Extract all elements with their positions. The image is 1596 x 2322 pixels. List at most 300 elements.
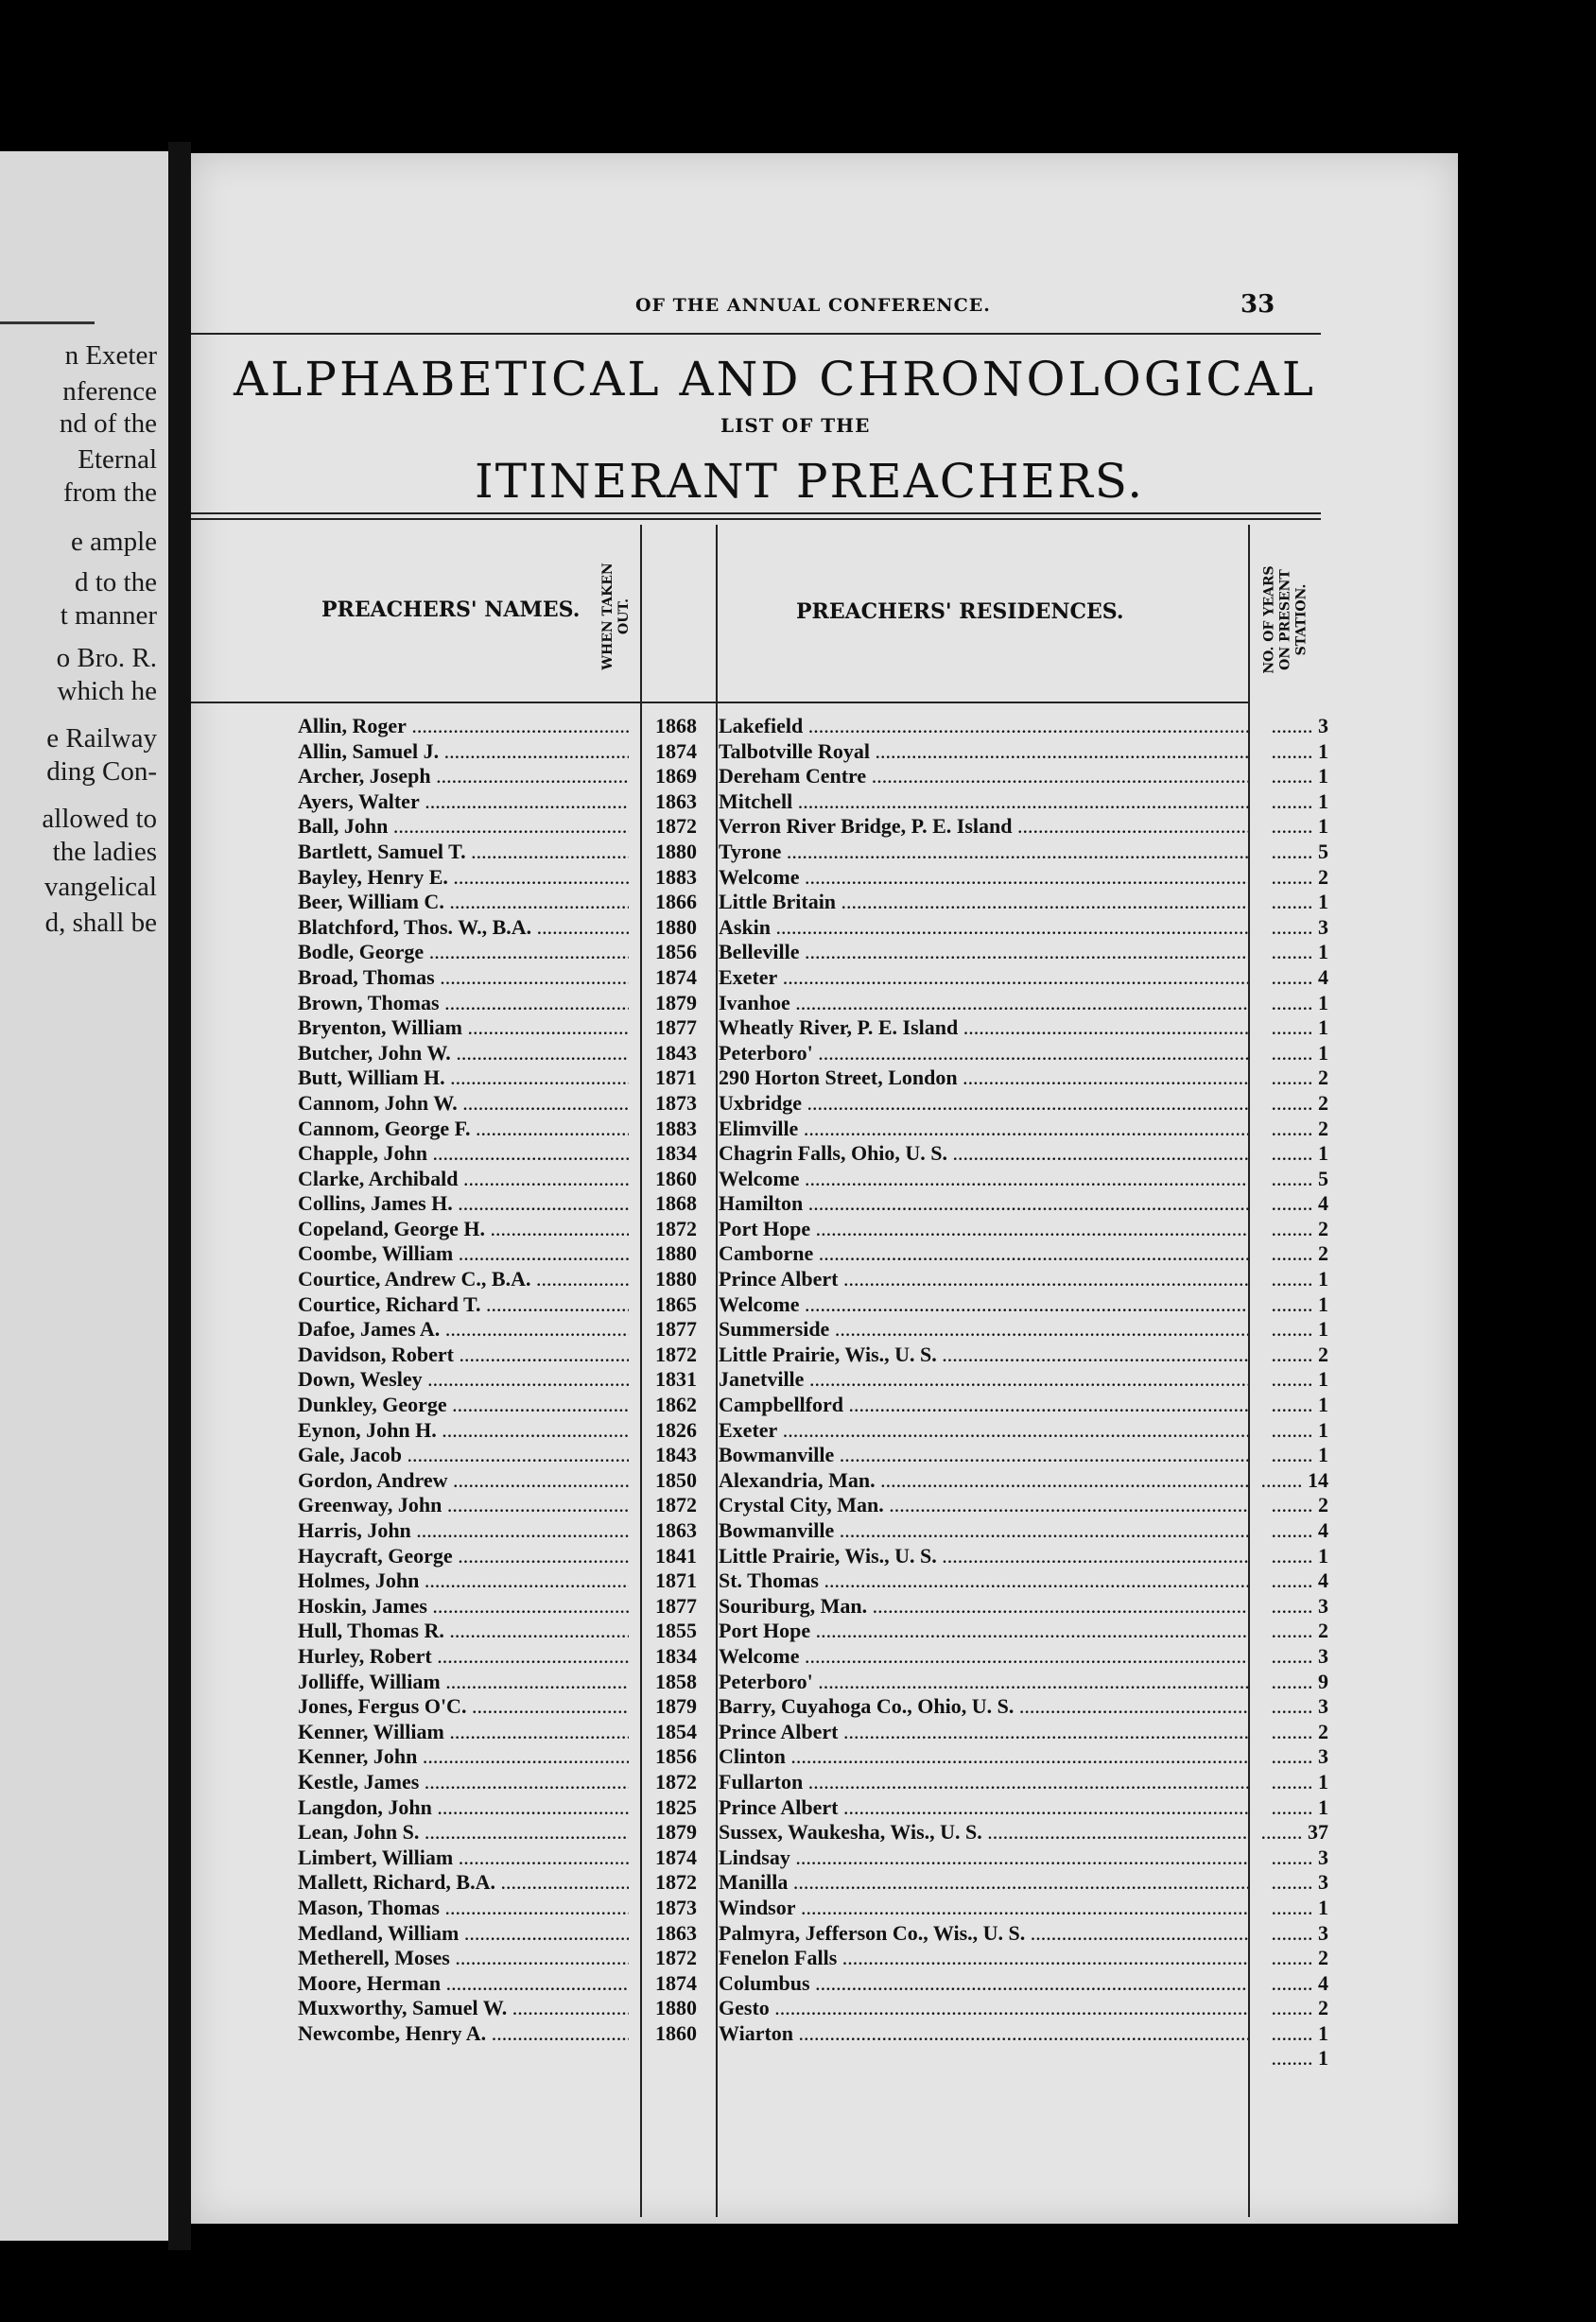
residence: Prince Albert ..... xyxy=(719,1795,1248,1821)
years-on-station: ..... 2 xyxy=(1243,1996,1328,2021)
table-row xyxy=(298,1091,1338,1117)
years-on-station: ..... 2 xyxy=(1243,1217,1328,1242)
table-row xyxy=(298,1870,1338,1896)
preacher-name: Butcher, John W. ..... xyxy=(298,1041,629,1066)
years-on-station: ..... 1 xyxy=(1243,1267,1328,1292)
preacher-name: Down, Wesley ..... xyxy=(298,1367,629,1393)
years-on-station: ..... 2 xyxy=(1243,1091,1328,1117)
table-row xyxy=(298,1670,1338,1695)
residence: Fenelon Falls ..... xyxy=(719,1946,1248,1971)
years-on-station: ..... 3 xyxy=(1243,714,1328,739)
years-on-station: ..... 4 xyxy=(1243,1518,1328,1544)
years-on-station: ..... 1 xyxy=(1243,764,1328,789)
year-taken-out: 1880 xyxy=(655,839,697,863)
left-page-text-fragment: e Railway xyxy=(46,723,157,754)
residence: Welcome ..... xyxy=(719,865,1248,891)
years-on-station: ..... 3 xyxy=(1243,1694,1328,1720)
table-row xyxy=(298,789,1338,815)
year-taken-out: 1880 xyxy=(655,1241,697,1266)
preacher-name: Mason, Thomas ..... xyxy=(298,1896,629,1921)
table-row xyxy=(298,1946,1338,1971)
title-line-3: ITINERANT PREACHERS. xyxy=(475,454,1145,509)
year-taken-out: 1872 xyxy=(655,814,697,839)
year-taken-out: 1874 xyxy=(655,964,697,989)
year-taken-out: 1834 xyxy=(655,1141,697,1166)
left-page-text-fragment: vangelical xyxy=(43,872,157,902)
year-taken-out: 1841 xyxy=(655,1543,697,1568)
residence: Lakefield ..... xyxy=(719,714,1248,739)
header-rule-top-2 xyxy=(191,518,1321,520)
year-taken-out: 1825 xyxy=(655,1794,697,1819)
table-row xyxy=(298,1795,1338,1821)
preacher-name: Bryenton, William ..... xyxy=(298,1015,629,1041)
header-rule-bottom xyxy=(191,702,1248,703)
residence: Port Hope ..... xyxy=(719,1217,1248,1242)
table-row xyxy=(298,814,1338,840)
years-on-station: ..... 1 xyxy=(1243,1317,1328,1343)
residence: Palmyra, Jefferson Co., Wis., U. S. ..... xyxy=(719,1921,1248,1947)
years-on-station: ..... 3 xyxy=(1243,1845,1328,1871)
table-row xyxy=(298,1217,1338,1242)
year-taken-out: 1880 xyxy=(655,1996,697,2020)
table-row xyxy=(298,1820,1338,1845)
year-taken-out: 1843 xyxy=(655,1040,697,1065)
year-taken-out: 1883 xyxy=(655,1116,697,1140)
year-taken-out: 1858 xyxy=(655,1669,697,1693)
residence: Askin ..... xyxy=(719,915,1248,941)
residence: Clinton ..... xyxy=(719,1744,1248,1770)
table-row-trailing xyxy=(298,2046,1338,2071)
residence: Exeter ..... xyxy=(719,965,1248,991)
residence: Windsor ..... xyxy=(719,1896,1248,1921)
residence: Exeter ..... xyxy=(719,1418,1248,1444)
year-taken-out: 1872 xyxy=(655,1216,697,1240)
column-header-residences: PREACHERS' RESIDENCES. xyxy=(796,599,1124,624)
left-page-text-fragment: which he xyxy=(57,676,157,706)
preacher-name: Blatchford, Thos. W., B.A. ..... xyxy=(298,915,629,941)
year-taken-out: 1872 xyxy=(655,1946,697,1970)
years-on-station: ..... 1 xyxy=(1243,940,1328,965)
year-taken-out: 1863 xyxy=(655,1518,697,1542)
years-on-station: ..... 1 xyxy=(1243,1770,1328,1795)
years-on-station: ..... 1 xyxy=(1243,1795,1328,1821)
table-row xyxy=(298,1241,1338,1267)
preacher-name: Newcombe, Henry A. ..... xyxy=(298,2021,629,2047)
year-taken-out: 1872 xyxy=(655,1493,697,1517)
years-on-station: ..... 3 xyxy=(1243,1921,1328,1947)
left-page-text-fragment: d, shall be xyxy=(44,908,157,938)
preacher-name: Dunkley, George ..... xyxy=(298,1393,629,1418)
residence: Welcome ..... xyxy=(719,1292,1248,1318)
preacher-name: Kenner, William ..... xyxy=(298,1720,629,1745)
year-taken-out: 1863 xyxy=(655,1920,697,1945)
year-taken-out: 1880 xyxy=(655,914,697,939)
table-row xyxy=(298,1996,1338,2021)
year-taken-out: 1860 xyxy=(655,1166,697,1190)
residence: Fullarton ..... xyxy=(719,1770,1248,1795)
running-head: OF THE ANNUAL CONFERENCE. xyxy=(635,295,991,316)
preacher-name: Copeland, George H. ..... xyxy=(298,1217,629,1242)
table-row xyxy=(298,1191,1338,1217)
residence: Camborne ..... xyxy=(719,1241,1248,1267)
years-on-station: ..... 2 xyxy=(1243,1619,1328,1644)
preacher-name: Dafoe, James A. ..... xyxy=(298,1317,629,1343)
preacher-name: Bayley, Henry E. ..... xyxy=(298,865,629,891)
year-taken-out: 1874 xyxy=(655,1845,697,1869)
year-taken-out: 1855 xyxy=(655,1619,697,1643)
residence: Campbellford ..... xyxy=(719,1393,1248,1418)
table-row xyxy=(298,1015,1338,1041)
years-on-station: ..... 4 xyxy=(1243,1568,1328,1594)
preacher-name: Beer, William C. ..... xyxy=(298,890,629,915)
residence: Prince Albert ..... xyxy=(719,1267,1248,1292)
table-row xyxy=(298,1594,1338,1620)
residence: Janetville ..... xyxy=(719,1367,1248,1393)
year-taken-out: 1834 xyxy=(655,1643,697,1668)
table-row xyxy=(298,1845,1338,1871)
table-row xyxy=(298,1896,1338,1921)
residence: Columbus ..... xyxy=(719,1971,1248,1997)
preacher-name: Hull, Thomas R. ..... xyxy=(298,1619,629,1644)
residence: Port Hope ..... xyxy=(719,1619,1248,1644)
year-taken-out: 1862 xyxy=(655,1393,697,1417)
preacher-name: Collins, James H. ..... xyxy=(298,1191,629,1217)
years-on-station: ..... 2 xyxy=(1243,1343,1328,1368)
year-taken-out: 1877 xyxy=(655,1317,697,1342)
residence: Lindsay ..... xyxy=(719,1845,1248,1871)
table-row xyxy=(298,1744,1338,1770)
years-on-station: ..... 2 xyxy=(1243,1117,1328,1142)
years-on-station: ..... 1 xyxy=(1243,1367,1328,1393)
preacher-name: Harris, John ..... xyxy=(298,1518,629,1544)
years-on-station: ..... 5 xyxy=(1243,840,1328,865)
preacher-name: Allin, Roger ..... xyxy=(298,714,629,739)
left-page-text-fragment: nd of the xyxy=(59,408,157,439)
left-page-text-fragment: n Exeter xyxy=(64,340,157,371)
table-row xyxy=(298,1443,1338,1468)
preacher-name: Hoskin, James ..... xyxy=(298,1594,629,1620)
year-taken-out: 1856 xyxy=(655,1744,697,1769)
table-row xyxy=(298,1167,1338,1192)
year-taken-out: 1879 xyxy=(655,990,697,1014)
left-page-text-fragment: o Bro. R. xyxy=(56,643,157,673)
preacher-name: Lean, John S. ..... xyxy=(298,1820,629,1845)
year-taken-out: 1850 xyxy=(655,1467,697,1492)
years-on-station: ..... 1 xyxy=(1243,1443,1328,1468)
years-on-station: ..... 5 xyxy=(1243,1167,1328,1192)
residence: Barry, Cuyahoga Co., Ohio, U. S. ..... xyxy=(719,1694,1248,1720)
preacher-name: Kenner, John ..... xyxy=(298,1744,629,1770)
preacher-name: Courtice, Richard T. ..... xyxy=(298,1292,629,1318)
year-taken-out: 1874 xyxy=(655,1970,697,1995)
preacher-name: Haycraft, George ..... xyxy=(298,1544,629,1569)
preacher-name: Moore, Herman ..... xyxy=(298,1971,629,1997)
preacher-name: Courtice, Andrew C., B.A. ..... xyxy=(298,1267,629,1292)
residence: Talbotville Royal ..... xyxy=(719,739,1248,765)
year-taken-out: 1854 xyxy=(655,1719,697,1743)
table-row xyxy=(298,1267,1338,1292)
years-on-station: ..... 3 xyxy=(1243,915,1328,941)
year-taken-out: 1879 xyxy=(655,1820,697,1845)
years-on-station: ..... 1 xyxy=(1243,1141,1328,1167)
residence: Dereham Centre ..... xyxy=(719,764,1248,789)
preacher-name: Limbert, William ..... xyxy=(298,1845,629,1871)
residence: Bowmanville ..... xyxy=(719,1443,1248,1468)
table-row xyxy=(298,940,1338,965)
year-taken-out: 1868 xyxy=(655,714,697,737)
years-on-station: ..... 1 xyxy=(1243,1544,1328,1569)
years-on-station: ..... 3 xyxy=(1243,1870,1328,1896)
years-on-station: ..... 1 xyxy=(1243,1393,1328,1418)
table-row xyxy=(298,1343,1338,1368)
year-taken-out: 1883 xyxy=(655,864,697,889)
year-taken-out: 1856 xyxy=(655,940,697,964)
left-page-text-fragment: nference xyxy=(62,376,157,407)
residence: Peterboro' ..... xyxy=(719,1041,1248,1066)
year-taken-out: 1877 xyxy=(655,1015,697,1040)
preacher-name: Gordon, Andrew ..... xyxy=(298,1468,629,1494)
table-row xyxy=(298,739,1338,765)
preacher-name: Cannom, John W. ..... xyxy=(298,1091,629,1117)
table-row xyxy=(298,1292,1338,1318)
years-on-station: ..... 1 xyxy=(1243,1041,1328,1066)
preacher-name: Kestle, James ..... xyxy=(298,1770,629,1795)
years-on-station: ..... 2 xyxy=(1243,1720,1328,1745)
year-taken-out: 1869 xyxy=(655,764,697,788)
table-row xyxy=(298,1066,1338,1091)
left-page-text-fragment: allowed to xyxy=(42,804,157,834)
years-on-station: ..... 37 xyxy=(1243,1820,1328,1845)
year-taken-out: 1873 xyxy=(655,1090,697,1115)
preacher-name: Bartlett, Samuel T. ..... xyxy=(298,840,629,865)
preachers-table xyxy=(298,714,1338,2071)
residence: Ivanhoe ..... xyxy=(719,991,1248,1016)
residence: Little Prairie, Wis., U. S. ..... xyxy=(719,1544,1248,1569)
table-row xyxy=(298,965,1338,991)
residence: Chagrin Falls, Ohio, U. S. ..... xyxy=(719,1141,1248,1167)
year-taken-out: 1879 xyxy=(655,1694,697,1719)
table-row xyxy=(298,1971,1338,1997)
table-row xyxy=(298,1544,1338,1569)
preacher-name: Cannom, George F. ..... xyxy=(298,1117,629,1142)
residence: Prince Albert ..... xyxy=(719,1720,1248,1745)
left-page-text-fragment: the ladies xyxy=(52,837,157,867)
preacher-name: Archer, Joseph ..... xyxy=(298,764,629,789)
preacher-name: Metherell, Moses ..... xyxy=(298,1946,629,1971)
preacher-name: Jolliffe, William ..... xyxy=(298,1670,629,1695)
years-on-station: ..... 3 xyxy=(1243,1744,1328,1770)
years-on-station: ..... 2 xyxy=(1243,865,1328,891)
year-taken-out: 1843 xyxy=(655,1443,697,1467)
years-on-station: ..... 1 xyxy=(1243,789,1328,815)
table-row xyxy=(298,1720,1338,1745)
years-on-station: ..... 4 xyxy=(1243,965,1328,991)
table-row xyxy=(298,714,1338,739)
years-on-station: ..... 1 xyxy=(1243,1292,1328,1318)
year-taken-out: 1872 xyxy=(655,1342,697,1366)
preacher-name: Allin, Samuel J. ..... xyxy=(298,739,629,765)
table-row xyxy=(298,991,1338,1016)
year-taken-out: 1831 xyxy=(655,1367,697,1392)
residence: Uxbridge ..... xyxy=(719,1091,1248,1117)
preacher-name: Clarke, Archibald ..... xyxy=(298,1167,629,1192)
residence: Belleville ..... xyxy=(719,940,1248,965)
table-row xyxy=(298,1418,1338,1444)
year-taken-out: 1877 xyxy=(655,1593,697,1618)
year-taken-out: 1874 xyxy=(655,738,697,763)
left-page-fragment xyxy=(0,151,171,2241)
preacher-name: Chapple, John ..... xyxy=(298,1141,629,1167)
preacher-name: Bodle, George ..... xyxy=(298,940,629,965)
table-row xyxy=(298,764,1338,789)
left-page-rule xyxy=(0,321,95,324)
title-line-1: ALPHABETICAL AND CHRONOLOGICAL xyxy=(233,352,1316,407)
residence: Elimville ..... xyxy=(719,1117,1248,1142)
header-rule-top xyxy=(191,512,1321,514)
table-row xyxy=(298,915,1338,941)
left-page-text-fragment: Eternal xyxy=(78,444,157,475)
preacher-name: Broad, Thomas ..... xyxy=(298,965,629,991)
preacher-name: Hurley, Robert ..... xyxy=(298,1644,629,1670)
residence: Mitchell ..... xyxy=(719,789,1248,815)
preacher-name: Gale, Jacob ..... xyxy=(298,1443,629,1468)
left-page-text-fragment: e ample xyxy=(71,527,157,557)
years-on-station: ..... 1 xyxy=(1243,1418,1328,1444)
table-row xyxy=(298,1770,1338,1795)
year-taken-out: 1868 xyxy=(655,1191,697,1216)
residence: Sussex, Waukesha, Wis., U. S. ..... xyxy=(719,1820,1248,1845)
preacher-name: Muxworthy, Samuel W. ..... xyxy=(298,1996,629,2021)
residence: Crystal City, Man. ..... xyxy=(719,1493,1248,1518)
years-on-station: ..... 4 xyxy=(1243,1191,1328,1217)
year-taken-out: 1871 xyxy=(655,1568,697,1593)
table-row xyxy=(298,1317,1338,1343)
years-on-station: ..... 2 xyxy=(1243,1066,1328,1091)
table-row xyxy=(298,1141,1338,1167)
residence: 290 Horton Street, London ..... xyxy=(719,1066,1248,1091)
table-row xyxy=(298,1568,1338,1594)
table-row xyxy=(298,1367,1338,1393)
residence: Peterboro' ..... xyxy=(719,1670,1248,1695)
table-row xyxy=(298,1518,1338,1544)
page-number: 33 xyxy=(1240,290,1275,319)
preacher-name: Mallett, Richard, B.A. ..... xyxy=(298,1870,629,1896)
book-gutter xyxy=(168,142,191,2250)
residence: Tyrone ..... xyxy=(719,840,1248,865)
table-row xyxy=(298,1393,1338,1418)
preacher-name: Ball, John ..... xyxy=(298,814,629,840)
residence: Summerside ..... xyxy=(719,1317,1248,1343)
year-taken-out: 1872 xyxy=(655,1769,697,1793)
residence: Hamilton ..... xyxy=(719,1191,1248,1217)
left-page-text-fragment: ding Con- xyxy=(46,756,157,787)
years-on-station: ..... 1 xyxy=(1243,1015,1328,1041)
table-row xyxy=(298,1644,1338,1670)
years-on-station: ..... 1 xyxy=(1243,2021,1328,2047)
preacher-name: Ayers, Walter ..... xyxy=(298,789,629,815)
page xyxy=(191,153,1458,2224)
preacher-name: Jones, Fergus O'C. ..... xyxy=(298,1694,629,1720)
residence: Wheatly River, P. E. Island ..... xyxy=(719,1015,1248,1041)
years-on-station: ..... 1 xyxy=(1243,890,1328,915)
table-row xyxy=(298,1694,1338,1720)
preacher-name: Coombe, William ..... xyxy=(298,1241,629,1267)
table-row xyxy=(298,865,1338,891)
preacher-name: Holmes, John ..... xyxy=(298,1568,629,1594)
residence: Welcome ..... xyxy=(719,1167,1248,1192)
year-taken-out: 1863 xyxy=(655,788,697,813)
years-on-station: ..... 2 xyxy=(1243,1241,1328,1267)
residence: Little Prairie, Wis., U. S. ..... xyxy=(719,1343,1248,1368)
title-line-2: LIST OF THE xyxy=(720,414,871,437)
year-taken-out: 1873 xyxy=(655,1895,697,1919)
residence: Wiarton ..... xyxy=(719,2021,1248,2047)
table-row xyxy=(298,1619,1338,1644)
preacher-name: Eynon, John H. ..... xyxy=(298,1418,629,1444)
table-row xyxy=(298,840,1338,865)
years-on-station: ..... 1 xyxy=(1243,814,1328,840)
years-on-station: ..... 14 xyxy=(1243,1468,1328,1494)
table-row xyxy=(298,1041,1338,1066)
preacher-name: Medland, William ..... xyxy=(298,1921,629,1947)
preacher-name: Greenway, John ..... xyxy=(298,1493,629,1518)
column-header-names: PREACHERS' NAMES. xyxy=(321,598,581,622)
years-on-station: ..... 9 xyxy=(1243,1670,1328,1695)
table-row xyxy=(298,2021,1338,2047)
table-row xyxy=(298,890,1338,915)
year-taken-out: 1860 xyxy=(655,2020,697,2045)
left-page-text-fragment: from the xyxy=(62,477,157,508)
residence: Manilla ..... xyxy=(719,1870,1248,1896)
year-taken-out: 1826 xyxy=(655,1417,697,1442)
left-page-text-fragment: d to the xyxy=(75,567,157,598)
years-on-station: ..... 4 xyxy=(1243,1971,1328,1997)
table-row xyxy=(298,1468,1338,1494)
years-on-station: ..... 1 xyxy=(1243,2046,1328,2071)
years-on-station: ..... 1 xyxy=(1243,1896,1328,1921)
left-page-text-fragment: t manner xyxy=(60,600,157,631)
years-on-station: ..... 2 xyxy=(1243,1493,1328,1518)
year-taken-out: 1880 xyxy=(655,1267,697,1291)
top-rule xyxy=(191,333,1321,335)
table-row xyxy=(298,1493,1338,1518)
residence: Little Britain ..... xyxy=(719,890,1248,915)
residence: St. Thomas ..... xyxy=(719,1568,1248,1594)
residence: Gesto ..... xyxy=(719,1996,1248,2021)
table-row xyxy=(298,1921,1338,1947)
year-taken-out: 1866 xyxy=(655,890,697,914)
year-taken-out: 1872 xyxy=(655,1870,697,1895)
years-on-station: ..... 2 xyxy=(1243,1946,1328,1971)
years-on-station: ..... 1 xyxy=(1243,991,1328,1016)
residence: Souriburg, Man. ..... xyxy=(719,1594,1248,1620)
years-on-station: ..... 1 xyxy=(1243,739,1328,765)
preacher-name: Brown, Thomas ..... xyxy=(298,991,629,1016)
residence: Welcome ..... xyxy=(719,1644,1248,1670)
year-taken-out: 1871 xyxy=(655,1066,697,1090)
preacher-name: Langdon, John ..... xyxy=(298,1795,629,1821)
years-on-station: ..... 3 xyxy=(1243,1644,1328,1670)
residence: Verron River Bridge, P. E. Island ..... xyxy=(719,814,1248,840)
preacher-name: Davidson, Robert ..... xyxy=(298,1343,629,1368)
column-header-years: NO. OF YEARS ON PRESENT STATION. xyxy=(1261,565,1310,674)
residence: Bowmanville ..... xyxy=(719,1518,1248,1544)
residence: Alexandria, Man. ..... xyxy=(719,1468,1248,1494)
preacher-name: Butt, William H. ..... xyxy=(298,1066,629,1091)
year-taken-out: 1865 xyxy=(655,1291,697,1316)
column-header-taken-out: WHEN TAKEN OUT. xyxy=(600,563,632,670)
years-on-station: ..... 3 xyxy=(1243,1594,1328,1620)
